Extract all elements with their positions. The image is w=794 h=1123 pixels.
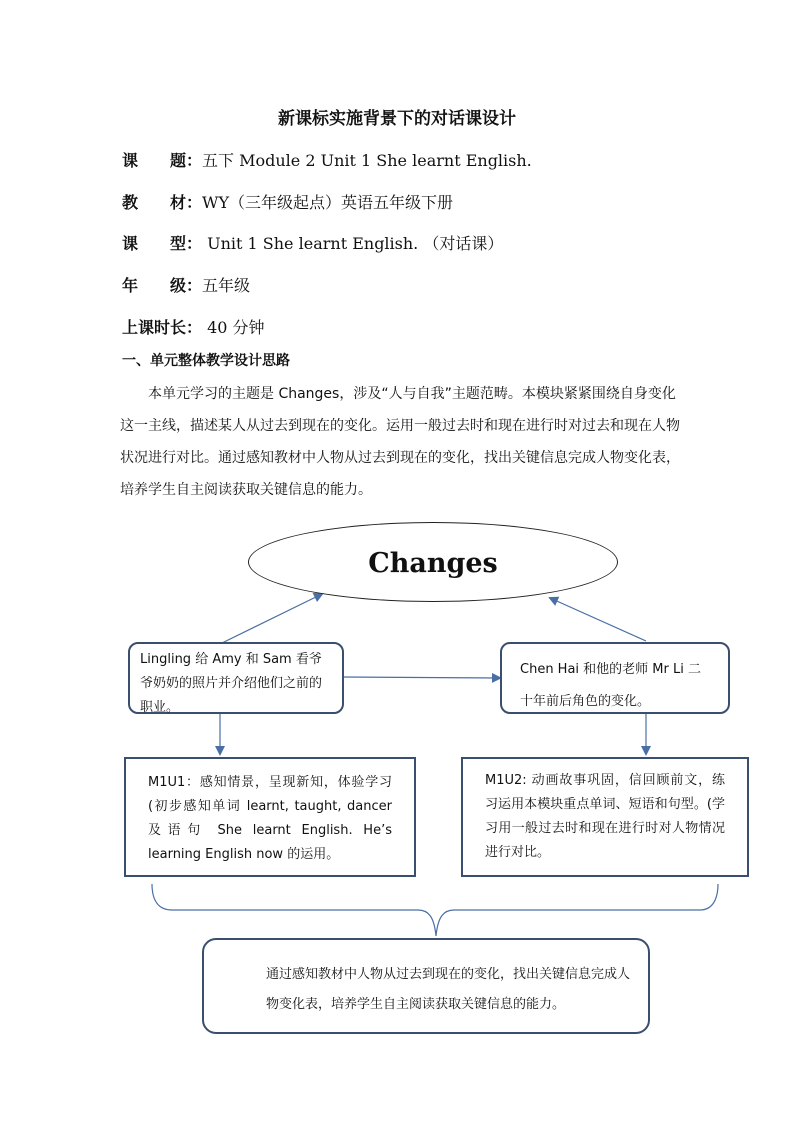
right-context-box: Chen Hai 和他的老师 Mr Li 二十年前后角色的变化。 <box>500 642 730 714</box>
center-label: Changes <box>368 548 498 579</box>
info-label-grade: 年 级： <box>122 276 203 295</box>
info-value-topic: 五下 Module 2 Unit 1 She learnt English. <box>202 151 532 170</box>
arrow-right-to-center <box>550 598 646 641</box>
info-label-lesson-type: 课 型： <box>122 234 203 253</box>
info-value-lesson-type: Unit 1 She learnt English. （对话课） <box>202 234 504 253</box>
m1u2-box: M1U2: 动画故事巩固，信回顾前文，练习运用本模块重点单词、短语和句型。(学习用一般过去时和现在进行时对人物情况进行对比。 <box>461 757 749 877</box>
info-label-textbook: 教 材： <box>122 193 203 212</box>
arrow-left-to-right <box>344 677 500 678</box>
info-value-textbook: WY（三年级起点）英语五年级下册 <box>202 193 454 212</box>
document-title: 新课标实施背景下的对话课设计 <box>278 109 516 129</box>
arrow-left-to-center <box>222 594 322 643</box>
summary-brace <box>152 884 718 936</box>
m1u1-box: M1U1：感知情景，呈现新知，体验学习(初步感知单词 learnt, taught, dancer 及语句 She learnt English. He’s learning English now 的运用。 <box>124 757 416 877</box>
summary-box: 通过感知教材中人物从过去到现在的变化，找出关键信息完成人物变化表，培养学生自主阅读获取关键信息的能力。 <box>202 938 650 1034</box>
intro-paragraph: 本单元学习的主题是 Changes，涉及“人与自我”主题范畴。本模块紧紧围绕自身变化这一主线，描述某人从过去到现在的变化。运用一般过去时和现在进行时对过去和现在人物状况进行对比。通过感知教材中人物从过去到现在的变化，找出关键信息完成人物变化表，培养学生自主阅读获取关键信息的能力。 <box>120 386 680 498</box>
left-context-box: Lingling 给 Amy 和 Sam 看爷爷奶奶的照片并介绍他们之前的职业。 <box>128 642 344 714</box>
info-value-grade: 五年级 <box>202 276 251 295</box>
info-value-duration: 40 分钟 <box>202 318 265 337</box>
info-label-topic: 课 题： <box>122 151 203 170</box>
info-label-duration: 上课时长： <box>122 318 203 337</box>
section-heading: 一、单元整体教学设计思路 <box>122 353 290 369</box>
